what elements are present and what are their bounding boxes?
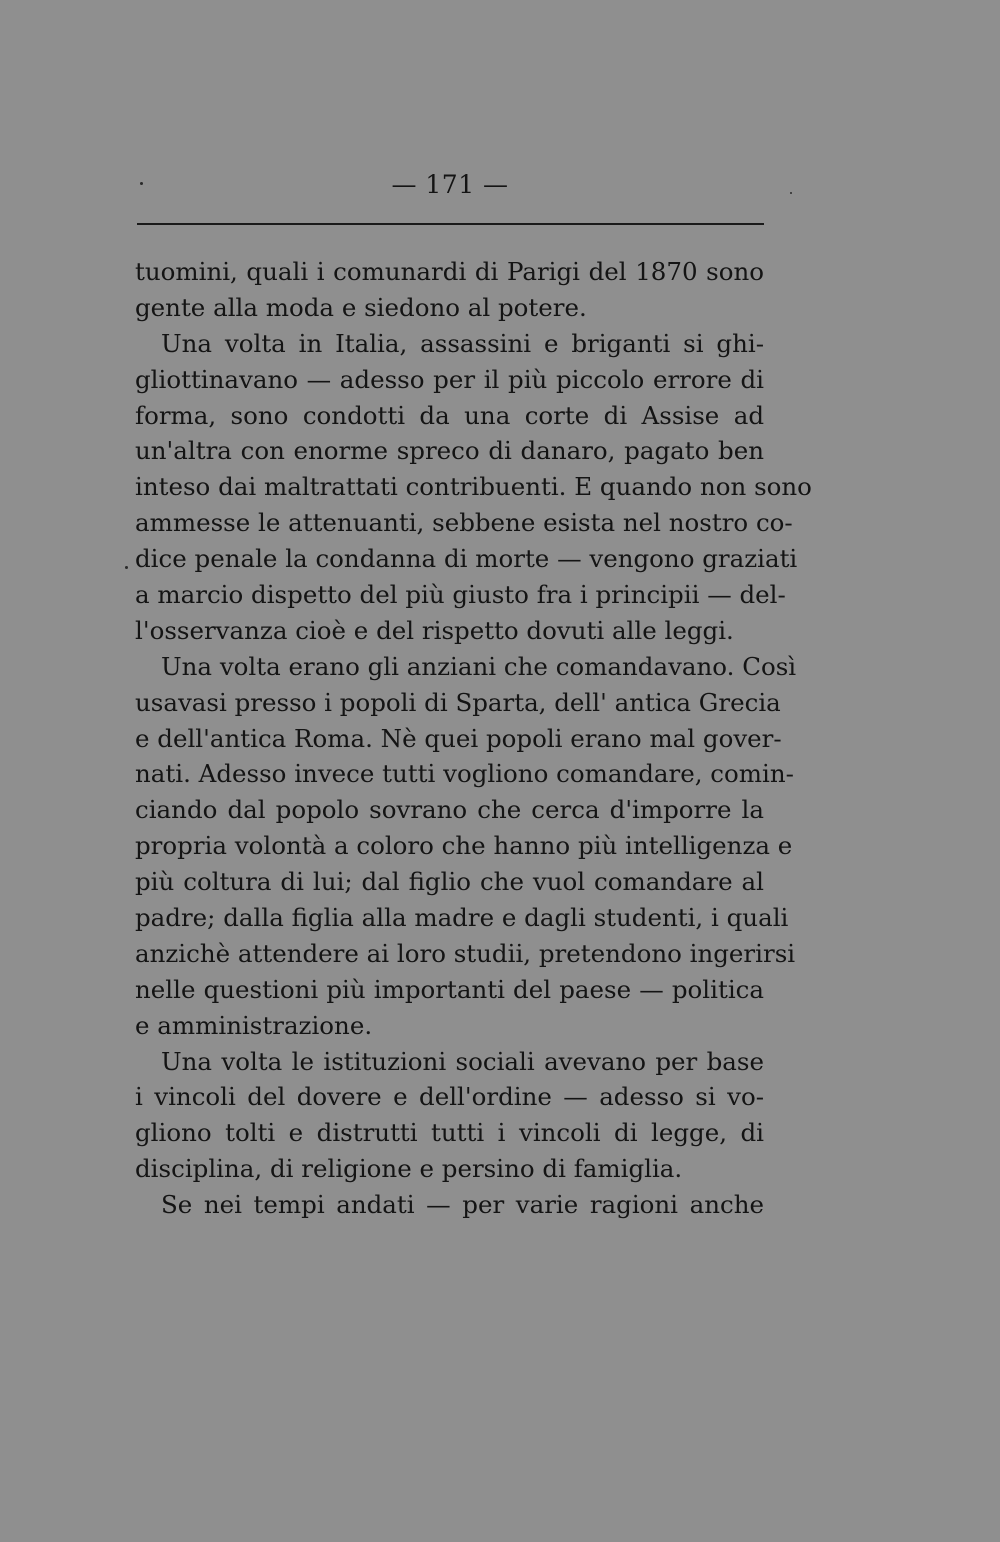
text-line: forma, sono condotti da una corte di Assise ad: [135, 400, 764, 430]
text-line: a marcio dispetto del più giusto fra i principii — del-: [135, 580, 786, 610]
header-rule: [137, 223, 764, 225]
text-line: usavasi presso i popoli di Sparta, dell' antica Grecia: [135, 687, 781, 717]
scan-speck: [125, 566, 128, 569]
scan-speck: [790, 192, 792, 194]
body-text: [135, 254, 812, 1223]
text-line: anzichè attendere ai loro studii, pretendono ingerirsi: [135, 938, 796, 968]
text-line: l'osservanza cioè e del rispetto dovuti alle leggi.: [135, 615, 734, 645]
text-line: più coltura di lui; dal figlio che vuol comandare al: [135, 867, 764, 897]
text-line: e dell'antica Roma. Nè quei popoli erano mal gover-: [135, 723, 782, 753]
text-line: nelle questioni più importanti del paese — politica: [135, 974, 764, 1004]
text-line: gliono tolti e distrutti tutti i vincoli di legge, di: [135, 1118, 764, 1148]
text-line: dice penale la condanna di morte — vengono graziati: [135, 544, 798, 574]
text-line: Se nei tempi andati — per varie ragioni anche: [161, 1190, 764, 1220]
text-line: un'altra con enorme spreco di danaro, pagato ben: [135, 436, 764, 466]
text-line: disciplina, di religione e persino di famiglia.: [135, 1154, 683, 1184]
text-line: Una volta le istituzioni sociali avevano per base: [161, 1046, 764, 1076]
text-line: nati. Adesso invece tutti vogliono comandare, comin-: [135, 759, 794, 789]
text-line: ammesse le attenuanti, sebbene esista nel nostro co-: [135, 508, 793, 538]
text-line: e amministrazione.: [135, 1010, 373, 1040]
text-line: propria volontà a coloro che hanno più intelligenza e: [135, 831, 793, 861]
text-line: i vincoli del dovere e dell'ordine — adesso si vo-: [135, 1082, 764, 1112]
text-line: ciando dal popolo sovrano che cerca d'imporre la: [135, 795, 764, 825]
text-line: Una volta erano gli anziani che comandavano. Così: [161, 651, 797, 681]
text-line: padre; dalla figlia alla madre e dagli studenti, i quali: [135, 903, 789, 933]
scan-speck: [140, 182, 143, 185]
text-line: gente alla moda e siedono al potere.: [135, 292, 587, 322]
text-line: inteso dai maltrattati contribuenti. E quando non sono: [135, 472, 812, 502]
text-line: tuomini, quali i comunardi di Parigi del 1870 sono: [135, 257, 764, 286]
text-line: Una volta in Italia, assassini e briganti si ghi-: [161, 328, 764, 358]
text-line: gliottinavano — adesso per il più piccolo errore di: [135, 364, 764, 394]
page-number: — 171 —: [391, 170, 509, 199]
